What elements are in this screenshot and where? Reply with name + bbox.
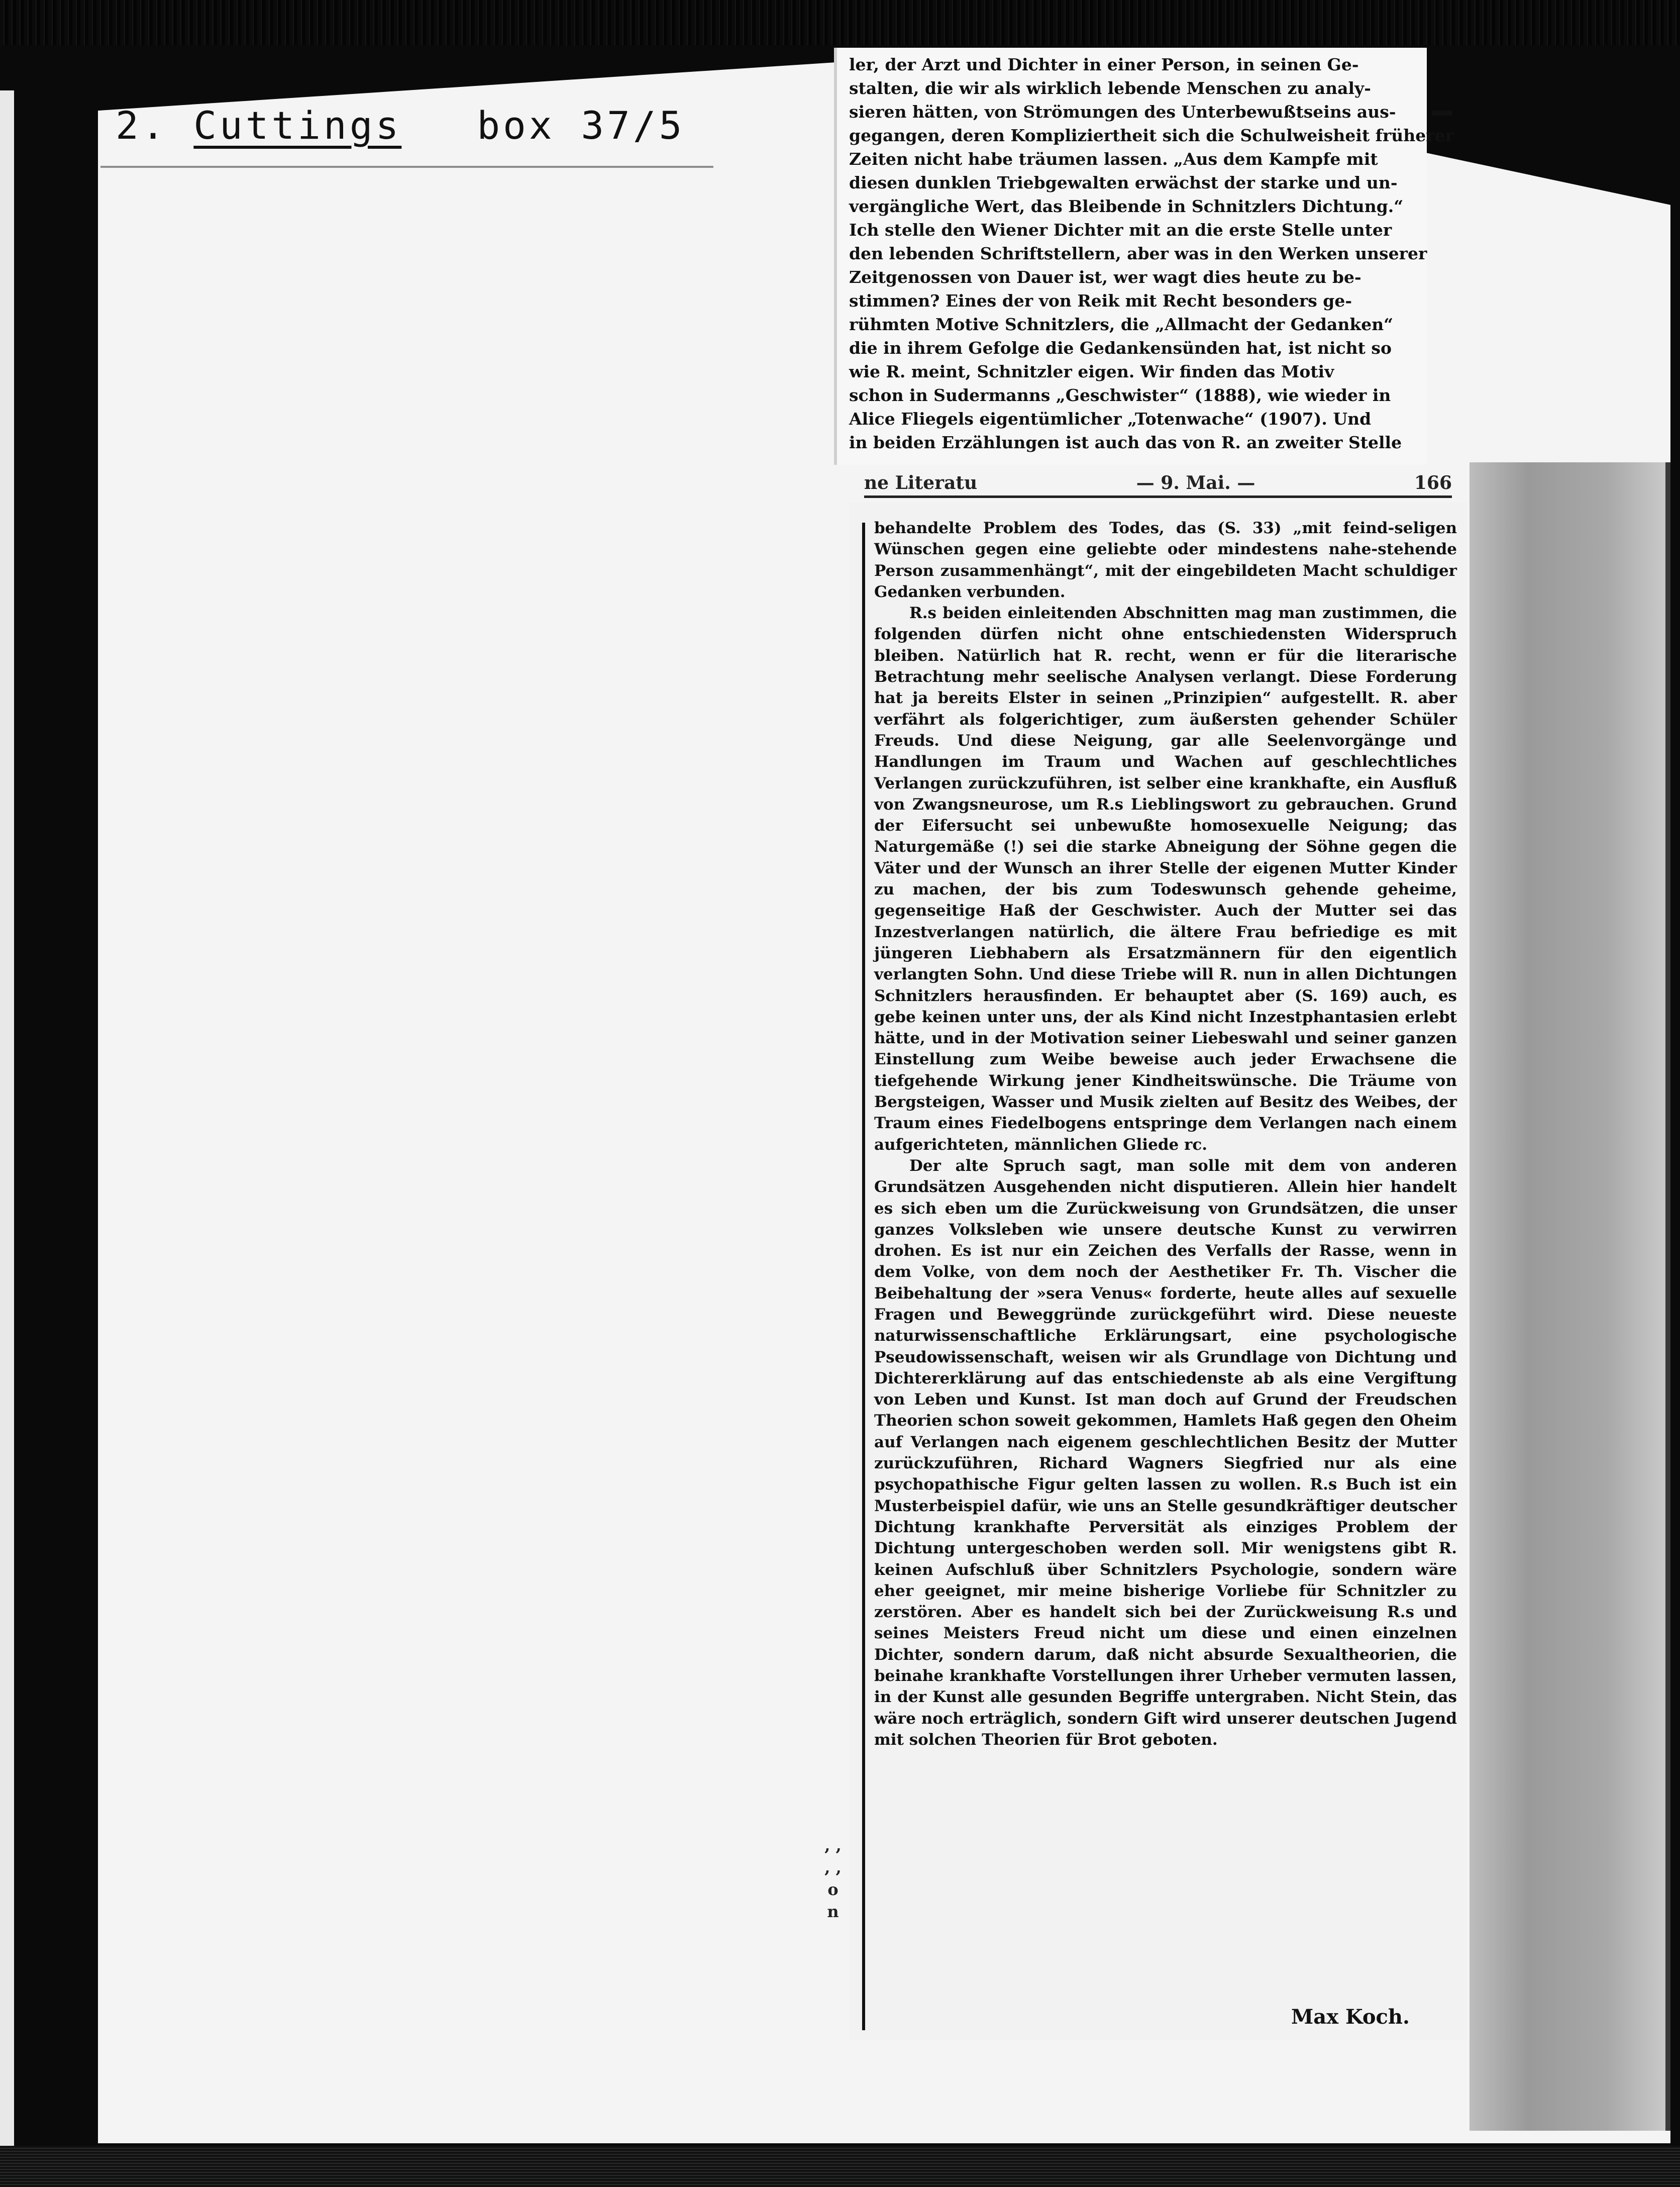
clipping-line: stimmen? Eines der von Reik mit Recht besonders ge- bbox=[849, 291, 1352, 311]
author-signature: Max Koch. bbox=[1291, 2005, 1410, 2029]
paragraph: behandelte Problem des Todes, das (S. 33) „mit feind-seligen Wünschen gegen eine geliebte oder mindestens nahe-stehende Person zusammenhängt“, mit der eingebildeten Macht schuldiger Gedanken verbunden. bbox=[874, 519, 1457, 601]
scan-border-top bbox=[0, 0, 1680, 45]
clipping-line: ler, der Arzt und Dichter in einer Person, in seinen Ge- bbox=[849, 55, 1359, 74]
clipping-line: sieren hätten, von Strömungen des Unterbewußtseins aus- bbox=[849, 102, 1396, 122]
clipping-line: stalten, die wir als wirklich lebende Menschen zu analy- bbox=[849, 78, 1371, 98]
clipping-line: rühmten Motive Schnitzlers, die „Allmacht der Gedanken“ bbox=[849, 315, 1394, 334]
column-rule bbox=[862, 523, 865, 2030]
clipping-line: diesen dunklen Triebgewalten erwächst der starke und un- bbox=[849, 173, 1398, 192]
folder-box: box 37/5 bbox=[477, 103, 685, 148]
running-head-page: 166 bbox=[1414, 472, 1452, 493]
running-head-date: — 9. Mai. — bbox=[1136, 472, 1255, 493]
clipping-line: den lebenden Schriftstellern, aber was in den Werken unserer bbox=[849, 244, 1427, 263]
clipping-line: wie R. meint, Schnitzler eigen. Wir finden das Motiv bbox=[849, 362, 1334, 381]
clipping-line: schon in Sudermanns „Geschwister“ (1888), wie wieder in bbox=[849, 385, 1391, 405]
folder-category: Cuttings bbox=[193, 103, 402, 148]
clipping-bottom-text bbox=[874, 518, 1457, 1750]
margin-mark bbox=[1432, 111, 1452, 116]
clipping-line: Zeitgenossen von Dauer ist, wer wagt dies heute zu be- bbox=[849, 267, 1361, 287]
margin-text-fragment: , , , , o n bbox=[824, 1836, 842, 1921]
clipping-line: vergängliche Wert, das Bleibende in Schnitzlers Dichtung.“ bbox=[849, 196, 1404, 216]
folder-number: 2. bbox=[116, 103, 168, 148]
clipping-line: gegangen, deren Kompliziertheit sich die Schulweisheit früherer bbox=[849, 126, 1454, 145]
folder-label-text bbox=[116, 103, 685, 148]
clipping-line: in beiden Erzählungen ist auch das von R. an zweiter Stelle bbox=[849, 433, 1402, 452]
running-head-title: ne Literatu bbox=[864, 472, 978, 493]
paragraph: Der alte Spruch sagt, man solle mit dem von anderen Grundsätzen Ausgehenden nicht disputieren. Allein hier handelt es sich eben um die Zurückweisung von Grundsätzen, die unser ganzes Volksleben wie unsere deutsche Kunst zu verwirren drohen. Es ist nur ein Zeichen des Verfalls der Rasse, wenn in dem Volke, von dem noch der Aesthetiker Fr. Th. Vischer die Beibehaltung der »sera Venus« forderte, heute alles auf sexuelle Fragen und Beweggründe zurückgeführt wird. Diese neueste naturwissenschaftliche Erklärungsart, eine psychologische Pseudowissenschaft, weisen wir als Grundlage von Dichtung und Dichtererklärung auf das entschiedenste ab als eine Vergiftung von Leben und Kunst. Ist man doch auf Grund der Freudschen Theorien schon soweit gekommen, Hamlets Haß gegen den Oheim auf Verlangen nach eigenem geschlechtlichen Besitz der Mutter zurückzuführen, Richard Wagners Siegfried nur als eine psychopathische Figur gelten lassen zu wollen. R.s Buch ist ein Musterbeispiel dafür, wie uns an Stelle gesundkräftiger deutscher Dichtung krankhafte Perversität als einziges Problem der Dichtung untergeschoben werden soll. Mir wenigstens gibt R. keinen Aufschluß über Schnitzlers Psychologie, sondern wäre eher geeignet, mir meine bisherige Vorliebe für Schnitzler zu zerstören. Aber es handelt sich bei der Zurückweisung R.s und seines Meisters Freud nicht um diese und einen einzelnen Dichter, sondern darum, daß nicht absurde Sexualtheorien, die beinahe krankhafte Vorstellungen ihrer Urheber vermuten lassen, in der Kunst alle gesunden Begriffe untergraben. Nicht Stein, das wäre noch erträglich, sondern Gift wird unserer deutschen Jugend mit solchen Theorien für Brot geboten. bbox=[874, 1156, 1457, 1749]
folder-shadow-area bbox=[1469, 462, 1670, 2131]
scan-border-left bbox=[0, 90, 14, 2146]
clipping-line: Zeiten nicht habe träumen lassen. „Aus dem Kampfe mit bbox=[849, 149, 1378, 169]
clipping-line: die in ihrem Gefolge die Gedankensünden hat, ist nicht so bbox=[849, 338, 1392, 358]
running-head bbox=[864, 470, 1452, 498]
scan-border-bottom bbox=[0, 2146, 1680, 2187]
clipping-line: Ich stelle den Wiener Dichter mit an die erste Stelle unter bbox=[849, 220, 1392, 240]
clipping-top-text bbox=[849, 53, 1454, 454]
folder-label bbox=[100, 90, 713, 168]
clipping-line: Alice Fliegels eigentümlicher „Totenwache“ (1907). Und bbox=[849, 409, 1372, 429]
paragraph: R.s beiden einleitenden Abschnitten mag man zustimmen, die folgenden dürfen nicht ohne entschiedensten Widerspruch bleiben. Natürlich hat R. recht, wenn er für die literarische Betrachtung mehr seelische Analysen verlangt. Diese Forderung hat ja bereits Elster in seinen „Prinzipien“ aufgestellt. R. aber verfährt als folgerichtiger, zum äußersten gehender Schüler Freuds. Und diese Neigung, gar alle Seelenvorgänge und Handlungen im Traum und Wachen auf geschlechtliches Verlangen zurückzuführen, ist selber eine krankhafte, ein Ausfluß von Zwangsneurose, um R.s Lieblingswort zu gebrauchen. Grund der Eifersucht sei unbewußte homosexuelle Neigung; das Naturgemäße (!) sei die starke Abneigung der Söhne gegen die Väter und der Wunsch an ihrer Stelle der eigenen Mutter Kinder zu machen, der bis zum Todeswunsch gehende geheime, gegenseitige Haß der Geschwister. Auch der Mutter sei das Inzestverlangen natürlich, die ältere Frau befriedige es mit jüngeren Liebhabern als Ersatzmännern für den eigentlich verlangten Sohn. Und diese Triebe will R. nun in allen Dichtungen Schnitzlers herausfinden. Er behauptet aber (S. 169) auch, es gebe keinen unter uns, der als Kind nicht Inzestphantasien erlebt hätte, und in der Motivation seiner Liebeswahl und seiner ganzen Einstellung zum Weibe beweise auch jeder Erwachsene die tiefgehende Wirkung jener Kindheitswünsche. Die Träume von Bergsteigen, Wasser und Musik zielten auf Besitz des Weibes, der Traum eines Fiedelbogens entspringe dem Verlangen nach einem aufgerichteten, männlichen Gliede rc. bbox=[874, 604, 1457, 1154]
